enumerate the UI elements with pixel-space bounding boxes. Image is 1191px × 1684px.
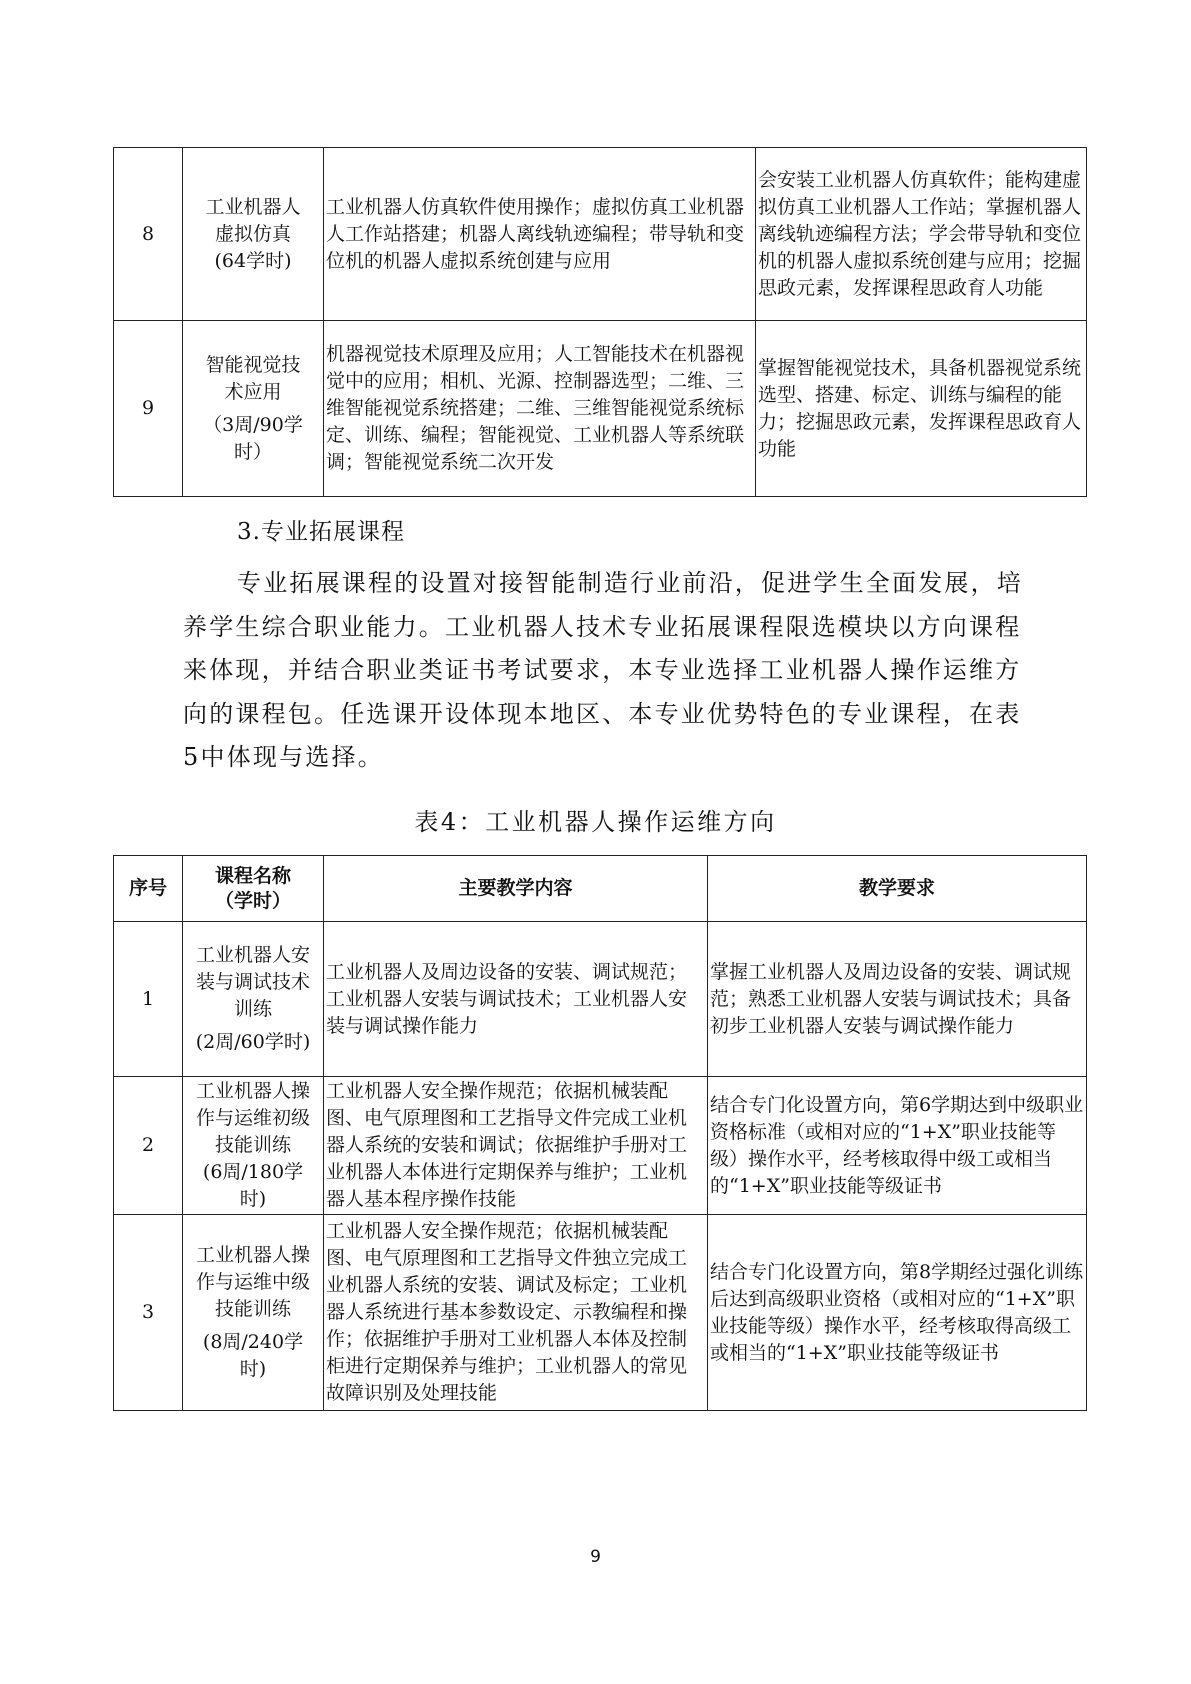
- header-name: 课程名称（学时）: [183, 856, 324, 922]
- course-name: [183, 922, 324, 1077]
- course-name-line: 虚拟仿真: [214, 222, 291, 245]
- course-name-line: 智能视觉技: [205, 353, 301, 376]
- course-name: [183, 1215, 324, 1411]
- course-name: [183, 321, 324, 497]
- paragraph-text: 专业拓展课程的设置对接智能制造行业前沿，促进学生全面发展，培养学生综合职业能力。工业机器人技术专业拓展课程限选模块以方向课程来体现，并结合职业类证书考试要求，本专业选择工业机器人操作运维方向的课程包。任选课开设体现本地区、本专业优势特色的专业课程，在表5中体现与选择。: [183, 569, 1023, 771]
- row-number: 3: [114, 1215, 183, 1411]
- course-requirement: 掌握工业机器人及周边设备的安装、调试规范；熟悉工业机器人安装与调试技术；具备初步工业机器人安装与调试操作能力: [708, 922, 1087, 1077]
- course-name-line: 工业机器人安装与调试技术训练: [195, 944, 310, 1020]
- course-content: 机器视觉技术原理及应用；人工智能技术在机器视觉中的应用；相机、光源、控制器选型；二维、三维智能视觉系统搭建；二维、三维智能视觉系统标定、训练、编程；智能视觉、工业机器人等系统联调；智能视觉系统二次开发: [324, 321, 756, 497]
- course-requirement: 掌握智能视觉技术，具备机器视觉系统选型、搭建、标定、训练与编程的能力；挖掘思政元素，发挥课程思政育人功能: [756, 321, 1087, 497]
- course-content: 工业机器人仿真软件使用操作；虚拟仿真工业机器人工作站搭建；机器人离线轨迹编程；带导轨和变位机的机器人虚拟系统创建与应用: [324, 148, 756, 321]
- course-name-line: 术应用: [224, 380, 282, 403]
- section-heading: 3.专业拓展课程: [237, 519, 405, 545]
- course-table: [113, 855, 1087, 1411]
- course-requirement: 会安装工业机器人仿真软件；能构建虚拟仿真工业机器人工作站；掌握机器人离线轨迹编程方法；学会带导轨和变位机的机器人虚拟系统创建与应用；挖掘思政元素，发挥课程思政育人功能: [756, 148, 1087, 321]
- table-row: [114, 922, 1087, 1077]
- course-content: 工业机器人安全操作规范；依据机械装配图、电气原理图和工艺指导文件独立完成工业机器人系统的安装、调试及标定；工业机器人系统进行基本参数设定、示教编程和操作；依据维护手册对工业机器人本体及控制柜进行定期保养与维护；工业机器人的常见故障识别及处理技能: [324, 1215, 708, 1411]
- course-table-continued: [113, 147, 1087, 497]
- table-caption: 表4：工业机器人操作运维方向: [414, 808, 777, 836]
- table-row: [114, 148, 1087, 321]
- course-name-line: 工业机器人操作与运维初级技能训练: [195, 1080, 310, 1156]
- course-name-line: 工业机器人操作与运维中级技能训练: [195, 1244, 310, 1320]
- header-content: 主要教学内容: [324, 856, 708, 922]
- course-hours: (8周/240学时): [202, 1331, 304, 1380]
- row-number: 9: [114, 321, 183, 497]
- course-name: [183, 1077, 324, 1215]
- course-hours: (6周/180学时): [202, 1161, 304, 1210]
- table-row: [114, 1215, 1087, 1411]
- row-number: 2: [114, 1077, 183, 1215]
- course-hours: (64学时): [214, 249, 292, 272]
- row-number: 8: [114, 148, 183, 321]
- row-number: 1: [114, 922, 183, 1077]
- table-row: [114, 321, 1087, 497]
- course-name-line: 工业机器人: [205, 195, 301, 218]
- course-hours: (2周/60学时): [195, 1031, 311, 1053]
- course-content: 工业机器人及周边设备的安装、调试规范；工业机器人安装与调试技术；工业机器人安装与调试操作能力: [324, 922, 708, 1077]
- course-content: 工业机器人安全操作规范；依据机械装配图、电气原理图和工艺指导文件完成工业机器人系统的安装和调试；依据维护手册对工业机器人本体进行定期保养与维护；工业机器人基本程序操作技能: [324, 1077, 708, 1215]
- course-hours: （3周/90学时）: [203, 413, 303, 463]
- header-requirement: 教学要求: [708, 856, 1087, 922]
- course-requirement: 结合专门化设置方向，第8学期经过强化训练后达到高级职业资格（或相对应的“1+X”职业技能等级）操作水平，经考核取得高级工或相当的“1+X”职业技能等级证书: [708, 1215, 1087, 1411]
- header-num: 序号: [114, 856, 183, 922]
- course-requirement: 结合专门化设置方向，第6学期达到中级职业资格标准（或相对应的“1+X”职业技能等级）操作水平，经考核取得中级工或相当的“1+X”职业技能等级证书: [708, 1077, 1087, 1215]
- page-number: 9: [590, 1547, 601, 1567]
- course-name: [183, 148, 324, 321]
- section-paragraph: [183, 562, 1023, 780]
- table-row: [114, 1077, 1087, 1215]
- table-header-row: [114, 856, 1087, 922]
